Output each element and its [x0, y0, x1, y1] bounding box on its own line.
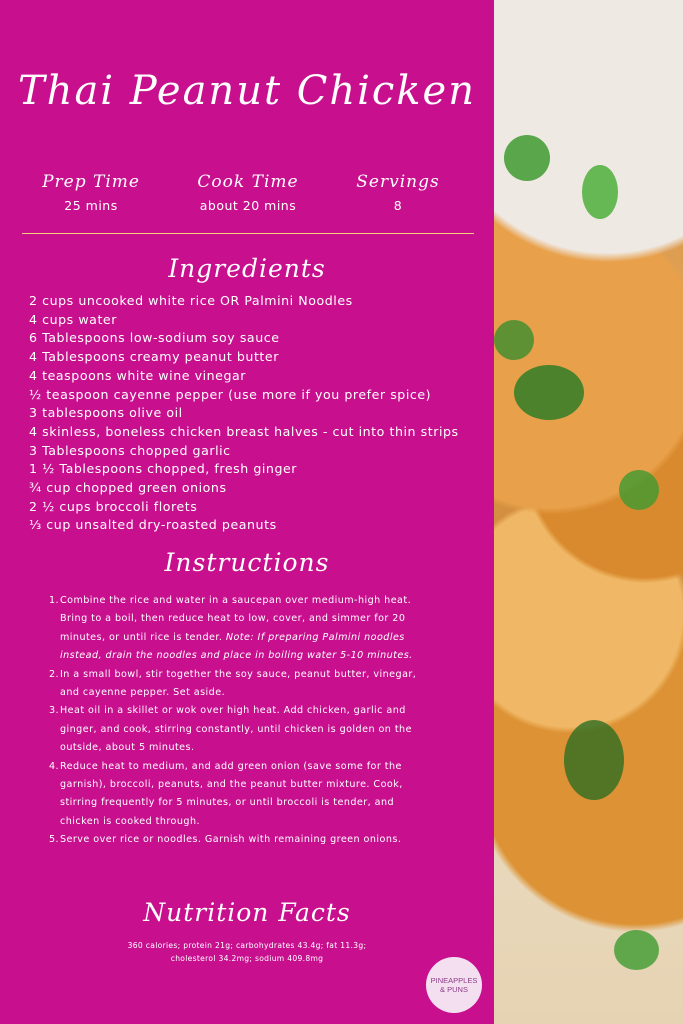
- nutrition-line: cholesterol 34.2mg; sodium 409.8mg: [170, 954, 324, 963]
- divider: [22, 233, 474, 234]
- instruction-step: [42, 592, 442, 666]
- instructions-heading: Instructions: [164, 548, 330, 577]
- step-text: Combine the rice and water in a saucepan over medium-high heat. Bring to a boil, then reduce heat to low, cover, and simmer for 20 minutes, or until rice is tender. Note: If preparing Palmini noodles instead, drain the noodles and place in boiling water 5-10 minutes.: [60, 595, 413, 662]
- instruction-step: [42, 702, 442, 757]
- logo-line: & PUNS: [440, 985, 468, 994]
- prep-time-label: Prep Time: [42, 172, 140, 192]
- ingredient-item: ½ teaspoon cayenne pepper (use more if you prefer spice): [29, 386, 432, 402]
- recipe-title: Thai Peanut Chicken: [18, 68, 476, 114]
- step-number: 2.: [48, 668, 59, 680]
- servings-label: Servings: [356, 172, 440, 192]
- nutrition-line: 360 calories; protein 21g; carbohydrates 43.4g; fat 11.3g;: [127, 941, 367, 950]
- step-number: 5.: [48, 834, 59, 846]
- ingredient-item: 6 Tablespoons low-sodium soy sauce: [29, 330, 280, 346]
- nutrition-facts: [0, 939, 494, 965]
- instruction-step: [42, 831, 442, 849]
- nutrition-heading: Nutrition Facts: [143, 898, 351, 927]
- cook-time-label: Cook Time: [197, 172, 299, 192]
- step-number: 3.: [48, 705, 59, 717]
- cook-time: [173, 172, 323, 213]
- ingredient-item: 4 teaspoons white wine vinegar: [29, 367, 247, 383]
- step-text: Heat oil in a skillet or wok over high heat. Add chicken, garlic and ginger, and cook, stirring constantly, until chicken is golden on the outside, about 5 minutes.: [60, 705, 412, 754]
- instructions-list: [42, 592, 442, 850]
- step-text: Serve over rice or noodles. Garnish with remaining green onions.: [60, 834, 402, 846]
- ingredient-item: 3 tablespoons olive oil: [29, 405, 183, 421]
- prep-time-value: 25 mins: [64, 198, 118, 213]
- ingredients-heading: Ingredients: [168, 254, 326, 283]
- brand-logo: [426, 957, 482, 1013]
- ingredient-item: 2 cups uncooked white rice OR Palmini Noodles: [29, 293, 353, 308]
- ingredient-item: ⅓ cup unsalted dry-roasted peanuts: [29, 517, 277, 533]
- step-note-cont: instead, drain the noodles and place in boiling water 5-10 minutes.: [60, 650, 413, 662]
- step-text: In a small bowl, stir together the soy sauce, peanut butter, vinegar, and cayenne pepper. Set aside.: [60, 668, 417, 699]
- servings-value: 8: [393, 198, 403, 213]
- step-number: 1.: [48, 595, 59, 606]
- step-number: 4.: [48, 760, 59, 772]
- ingredient-item: 2 ½ cups broccoli florets: [29, 498, 198, 514]
- ingredient-item: 1 ½ Tablespoons chopped, fresh ginger: [29, 461, 298, 477]
- ingredients-list: [29, 292, 459, 535]
- ingredient-item: 4 skinless, boneless chicken breast halves - cut into thin strips: [29, 423, 459, 439]
- prep-time: [16, 172, 166, 213]
- food-photo: [494, 0, 683, 1024]
- servings: [323, 172, 473, 213]
- logo-line: PINEAPPLES: [430, 976, 478, 985]
- ingredient-item: 4 Tablespoons creamy peanut butter: [29, 349, 279, 365]
- ingredient-item: 4 cups water: [29, 311, 117, 327]
- instruction-step: [42, 758, 442, 832]
- cook-time-value: about 20 mins: [199, 198, 297, 213]
- instruction-step: [42, 666, 442, 703]
- step-note: Note: If preparing Palmini noodles: [225, 631, 405, 643]
- step-text: Reduce heat to medium, and add green onion (save some for the garnish), broccoli, peanuts, and the peanut butter mixture. Cook, stirring frequently for 5 minutes, or until broccoli is tender, and chicken is cooked through.: [60, 760, 403, 827]
- ingredient-item: ¾ cup chopped green onions: [29, 480, 227, 496]
- ingredient-item: 3 Tablespoons chopped garlic: [29, 442, 231, 458]
